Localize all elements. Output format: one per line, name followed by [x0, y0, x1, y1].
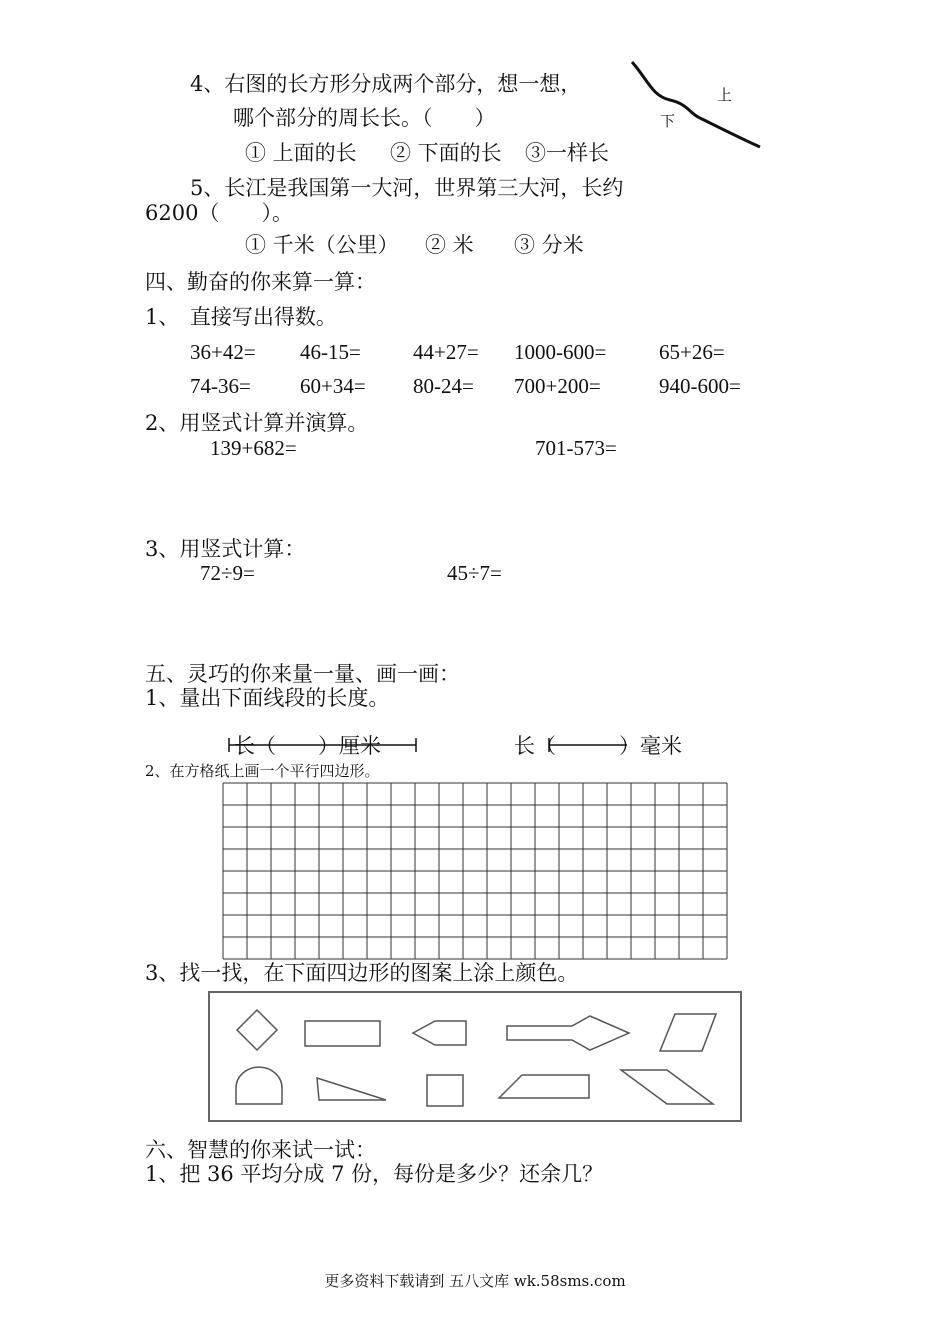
shapes-frame [209, 992, 741, 1121]
calc-row2-item: 700+200= [514, 374, 601, 398]
shape-square[interactable] [427, 1075, 463, 1106]
shape-parallelogram[interactable] [660, 1014, 716, 1051]
calc-row1-item: 36+42= [190, 340, 256, 364]
shape-slanted-parallelogram[interactable] [621, 1070, 713, 1104]
q4-figure-lower-label: 下 [660, 112, 676, 130]
section5-q2-title: 2、在方格纸上画一个平行四边形。 [145, 762, 380, 780]
vertical-calc-item: 139+682= [210, 436, 297, 460]
calc-row1-item: 1000-600= [514, 340, 607, 364]
shape-arch[interactable] [236, 1067, 282, 1104]
q4-option-1: ① 上面的长 [245, 141, 357, 165]
section4-q2-title: 2、用竖式计算并演算。 [145, 411, 369, 435]
q4-option-3: ③一样长 [525, 141, 609, 165]
calc-row1-item: 44+27= [413, 340, 479, 364]
section5-title: 五、灵巧的你来量一量、画一画： [145, 662, 460, 686]
section6-title: 六、智慧的你来试一试： [145, 1138, 376, 1162]
section5-q1-title: 1、量出下面线段的长度。 [145, 686, 390, 710]
shape-arrow[interactable] [507, 1016, 629, 1050]
calc-row2-item: 60+34= [300, 374, 366, 398]
q4-line1: 4、右图的长方形分成两个部分，想一想， [190, 72, 582, 96]
section4-q1-title: 1、 直接写出得数。 [145, 305, 337, 329]
shape-trapezoid[interactable] [499, 1075, 589, 1098]
section6-q1: 1、把 36 平均分成 7 份，每份是多少？还余几？ [145, 1162, 604, 1186]
shape-rectangle[interactable] [305, 1021, 380, 1046]
division-item: 72÷9= [200, 561, 255, 585]
shape-right-triangle[interactable] [317, 1078, 386, 1100]
calc-row2-item: 74-36= [190, 374, 251, 398]
q5-option-2: ② 米 [425, 233, 474, 257]
section5-q3-title: 3、找一找，在下面四边形的图案上涂上颜色。 [145, 961, 579, 985]
q4-line2: 哪个部分的周长长。（ ） [233, 106, 496, 130]
vertical-calc-item: 701-573= [535, 436, 617, 460]
segment2-answer: 长（ ）毫米 [514, 734, 682, 758]
q4-option-2: ② 下面的长 [390, 141, 502, 165]
division-item: 45÷7= [447, 561, 502, 585]
calc-row1-item: 65+26= [659, 340, 725, 364]
shape-rhombus[interactable] [237, 1010, 277, 1050]
calc-row2-item: 80-24= [413, 374, 474, 398]
footer: 更多资料下载请到 五八文库 wk.58sms.com [324, 1272, 626, 1290]
q5-option-3: ③ 分米 [514, 233, 584, 257]
q4-figure-upper-label: 上 [717, 86, 733, 104]
section4-q3-title: 3、用竖式计算： [145, 537, 306, 561]
calc-row1-item: 46-15= [300, 340, 361, 364]
calc-row2-item: 940-600= [659, 374, 741, 398]
q5-line2: 6200（ ）。 [145, 201, 293, 225]
q5-line1: 5、长江是我国第一大河，世界第三大河，长约 [190, 176, 624, 200]
section4-title: 四、勤奋的你来算一算： [145, 270, 376, 294]
q5-option-1: ① 千米（公里） [245, 233, 399, 257]
shape-pentagon[interactable] [413, 1021, 466, 1045]
segment1-answer: 长（ ）厘米 [234, 734, 381, 758]
